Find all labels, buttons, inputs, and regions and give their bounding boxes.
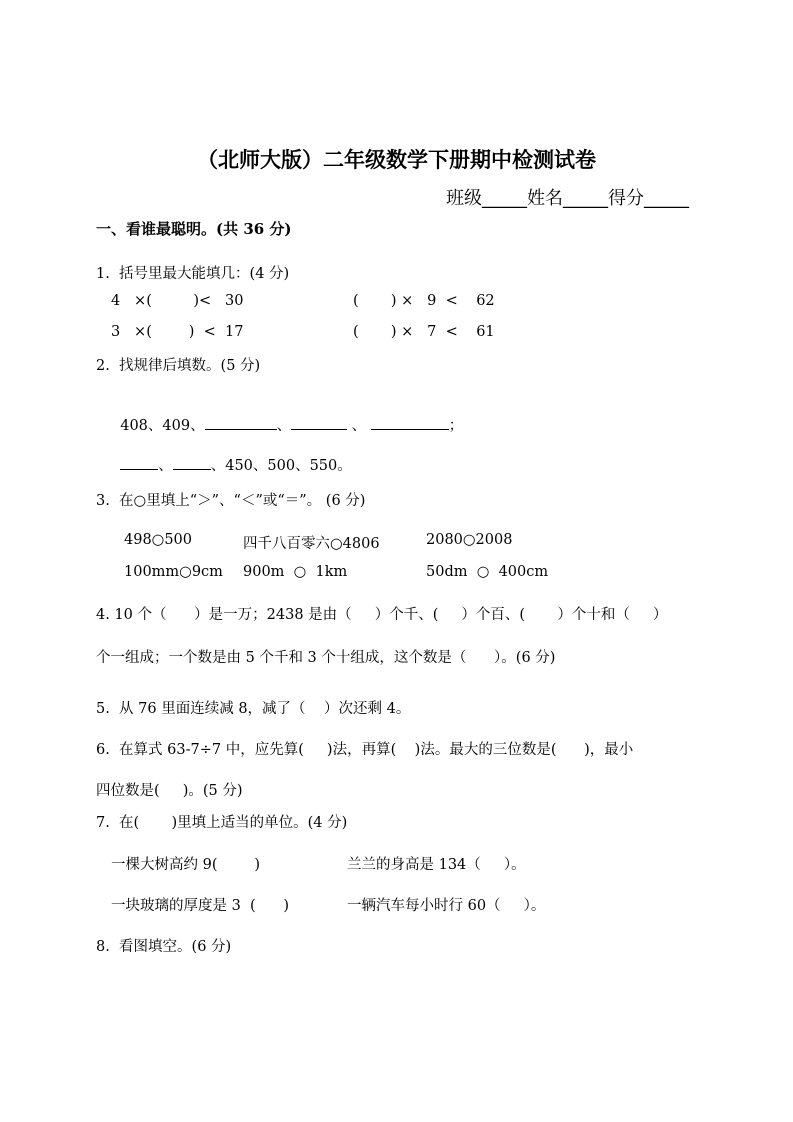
q2-line2-end: 、450、500、550。 — [210, 458, 352, 474]
blank-line — [291, 415, 347, 430]
q5-text: 5. 从 76 里面连续减 8，减了（ ）次还剩 4。 — [96, 701, 411, 717]
student-info-line: 班级_____姓名_____得分_____ — [446, 188, 689, 209]
q6-line1: 6. 在算式 63-7÷7 中，应先算( )法，再算( )法。最大的三位数是( )，最小 — [96, 742, 634, 758]
q1-row1-right: ( ) × 9 < 62 — [353, 293, 495, 309]
q3-row1-b: 四千八百零六○4806 — [243, 536, 380, 552]
q1-header: 1. 括号里最大能填几：(4 分) — [96, 266, 290, 282]
q1-row2-right: ( ) × 7 < 61 — [353, 324, 495, 340]
blank-line — [205, 415, 277, 430]
blank-line — [173, 455, 211, 470]
q7-row2-b: 一辆汽车每小时行 60（ ）。 — [347, 898, 546, 914]
q3-row1-a: 498○500 — [124, 532, 193, 548]
q2-separator: 、 — [276, 418, 292, 434]
q7-row1-a: 一棵大树高约 9( ) — [111, 857, 261, 873]
q2-line1-end: ； — [448, 418, 464, 434]
q3-row1-c: 2080○2008 — [426, 532, 513, 548]
q7-row2-a: 一块玻璃的厚度是 3 ( ) — [111, 898, 290, 914]
q2-line2 — [111, 438, 352, 475]
q1-row1-left: 4 ×( )< 30 — [111, 293, 244, 309]
q7-row1-b: 兰兰的身高是 134（ ）。 — [347, 857, 526, 873]
q2-header: 2. 找规律后填数。(5 分) — [96, 358, 261, 374]
q7-header: 7. 在( )里填上适当的单位。(4 分) — [96, 815, 348, 831]
q4-line2: 个一组成；一个数是由 5 个千和 3 个十组成，这个数是（ ）。(6 分) — [96, 650, 556, 666]
section-1-heading: 一、看谁最聪明。(共 36 分) — [96, 220, 292, 238]
page-title: （北师大版）二年级数学下册期中检测试卷 — [197, 148, 596, 172]
q4-line1: 4. 10 个（ ）是一万；2438 是由（ ）个千、( ）个百、( ）个十和（ ） — [96, 607, 668, 623]
q8-text: 8. 看图填空。(6 分) — [96, 939, 232, 955]
q6-line2: 四位数是( )。(5 分) — [96, 783, 243, 799]
q2-line1 — [111, 398, 463, 435]
blank-line — [120, 455, 158, 470]
q3-row2-c: 50dm ○ 400cm — [426, 564, 549, 580]
q2-separator: 、 — [347, 418, 367, 434]
q2-line1-start: 408、409、 — [120, 418, 205, 434]
q3-row2-a: 100mm○9cm — [124, 564, 223, 580]
q3-row2-b: 900m ○ 1km — [243, 564, 348, 580]
q1-row2-left: 3 ×( ) < 17 — [111, 324, 244, 340]
q3-header: 3. 在○里填上“＞”、“＜”或“＝”。 (6 分) — [96, 493, 366, 509]
q2-separator: 、 — [158, 458, 173, 474]
blank-line — [371, 415, 449, 430]
